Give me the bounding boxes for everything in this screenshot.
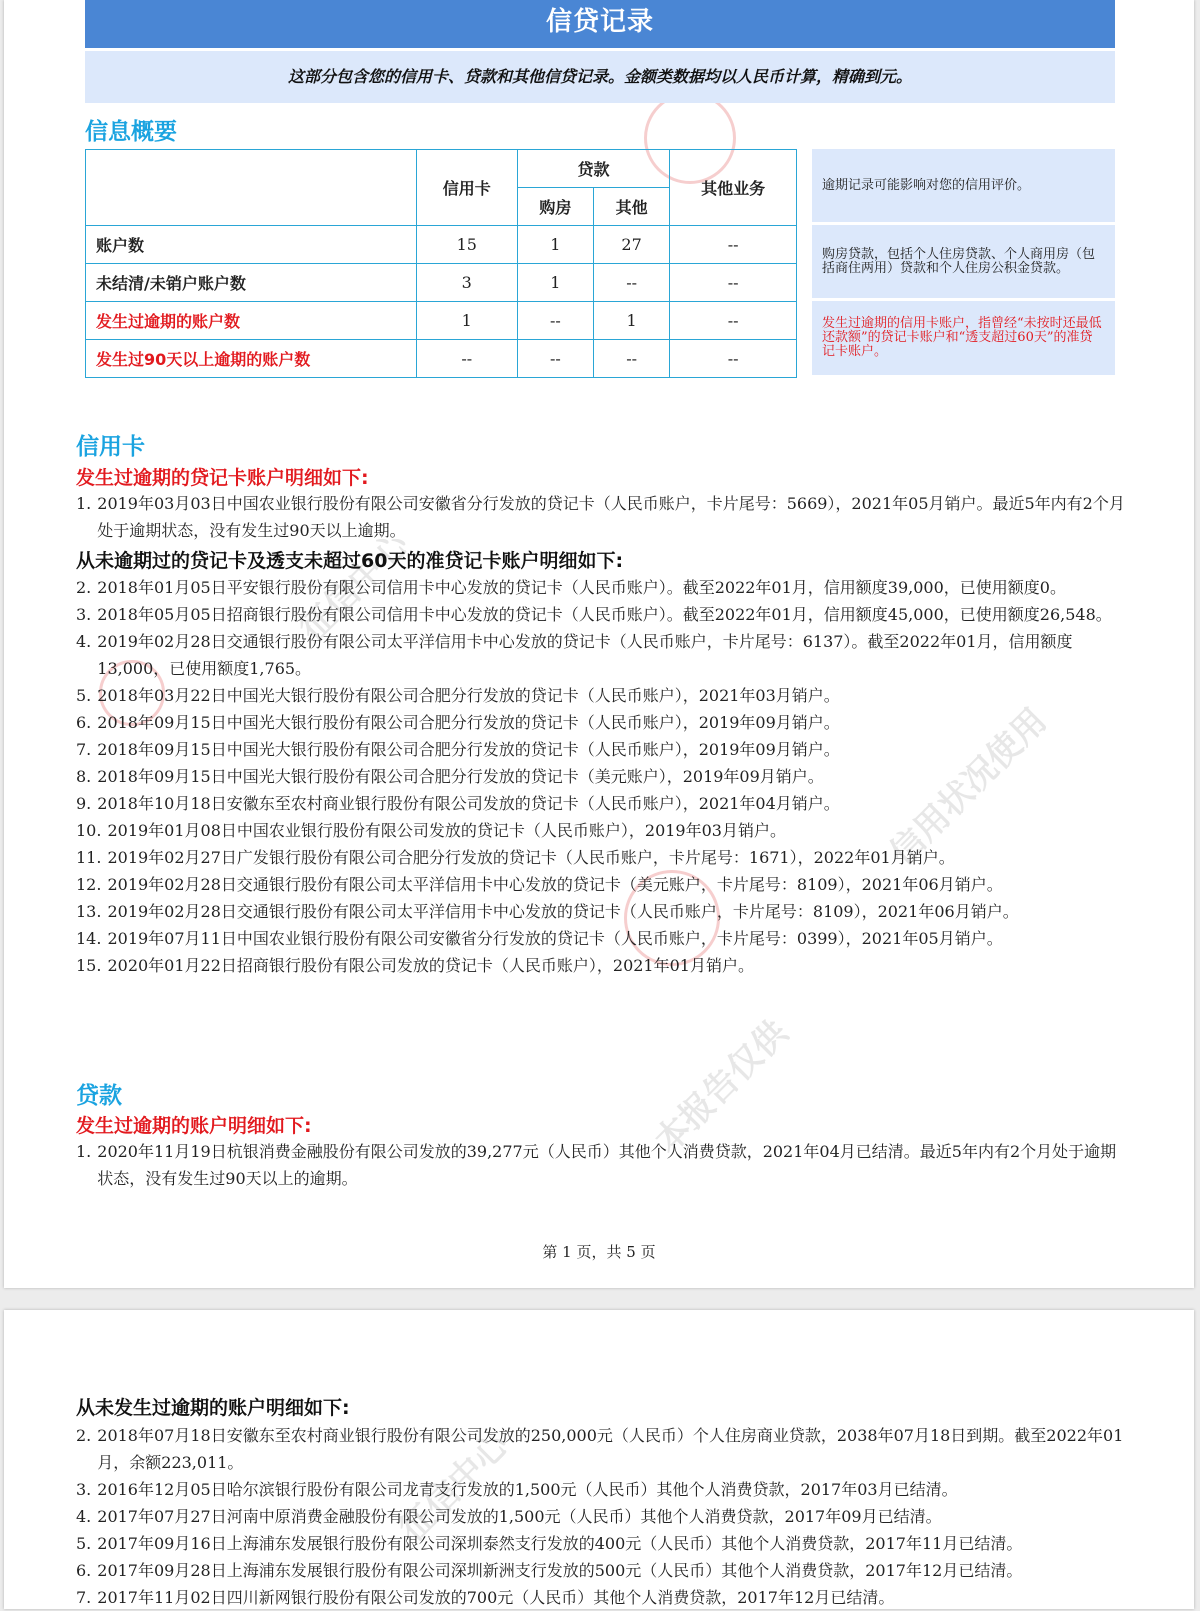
watermark: 信用状况使用 <box>882 700 1055 874</box>
col-header-house: 购房 <box>517 188 593 226</box>
note-overdue: 逾期记录可能影响对您的信用评价。 <box>812 149 1115 222</box>
summary-heading: 信息概要 <box>85 119 177 145</box>
list-item: 12. 2019年02月28日交通银行股份有限公司太平洋信用卡中心发放的贷记卡（美元账户，卡片尾号：8109），2021年06月销户。 <box>76 875 1003 894</box>
cc-overdue-list <box>76 490 1126 544</box>
table-row <box>86 302 797 340</box>
cell-value: -- <box>593 264 669 302</box>
summary-table <box>85 149 797 378</box>
section-banner: 信贷记录 <box>85 0 1115 48</box>
loans-heading: 贷款 <box>76 1083 122 1109</box>
table-row <box>86 264 797 302</box>
page-number: 第 1 页，共 5 页 <box>542 1243 656 1261</box>
list-item: 2. 2018年07月18日安徽东至农村商业银行股份有限公司发放的250,000元（人民币）个人住房商业贷款，2038年07月18日到期。截至2022年01月，余额223,011。 <box>76 1426 1124 1472</box>
report-page-2 <box>4 1310 1194 1609</box>
cc-normal-list <box>76 574 1126 979</box>
list-item: 5. 2018年03月22日中国光大银行股份有限公司合肥分行发放的贷记卡（人民币账户），2021年03月销户。 <box>76 686 840 705</box>
cell-value: -- <box>670 264 797 302</box>
col-header-other: 其他 <box>593 188 669 226</box>
cell-value: 1 <box>517 264 593 302</box>
cell-value: -- <box>670 340 797 378</box>
list-item: 2. 2018年01月05日平安银行股份有限公司信用卡中心发放的贷记卡（人民币账户）。截至2022年01月，信用额度39,000，已使用额度0。 <box>76 578 1066 597</box>
cc-overdue-heading: 发生过逾期的贷记卡账户明细如下: <box>76 467 369 489</box>
table-row <box>86 226 797 264</box>
cell-value: 1 <box>593 302 669 340</box>
list-item: 6. 2018年09月15日中国光大银行股份有限公司合肥分行发放的贷记卡（人民币账户），2019年09月销户。 <box>76 713 840 732</box>
cell-value: 3 <box>416 264 517 302</box>
cell-value: 15 <box>416 226 517 264</box>
watermark: 征信中心 <box>392 1424 517 1550</box>
col-header-loan: 贷款 <box>517 150 670 188</box>
row-label: 未结清/未销户账户数 <box>86 264 417 302</box>
row-label: 发生过逾期的账户数 <box>86 302 417 340</box>
list-item: 6. 2017年09月28日上海浦东发展银行股份有限公司深圳新洲支行发放的500元（人民币）其他个人消费贷款，2017年12月已结清。 <box>76 1561 1023 1580</box>
cell-value: 1 <box>517 226 593 264</box>
list-item: 3. 2016年12月05日哈尔滨银行股份有限公司龙青支行发放的1,500元（人民币）其他个人消费贷款，2017年03月已结清。 <box>76 1480 958 1499</box>
section-subtitle: 这部分包含您的信用卡、贷款和其他信贷记录。金额类数据均以人民币计算，精确到元。 <box>85 51 1115 103</box>
cell-value: -- <box>670 226 797 264</box>
list-item: 4. 2019年02月28日交通银行股份有限公司太平洋信用卡中心发放的贷记卡（人民币账户，卡片尾号：6137）。截至2022年01月，信用额度13,000，已使用额度1,765。 <box>76 632 1073 678</box>
row-label: 发生过90天以上逾期的账户数 <box>86 340 417 378</box>
report-page-1 <box>4 0 1194 1288</box>
list-item: 5. 2017年09月16日上海浦东发展银行股份有限公司深圳泰然支行发放的400元（人民币）其他个人消费贷款，2017年11月已结清。 <box>76 1534 1023 1553</box>
list-item: 15. 2020年01月22日招商银行股份有限公司发放的贷记卡（人民币账户），2021年01月销户。 <box>76 956 754 975</box>
cell-value: -- <box>517 340 593 378</box>
cell-value: -- <box>517 302 593 340</box>
list-item: 4. 2017年07月27日河南中原消费金融股份有限公司发放的1,500元（人民币）其他个人消费贷款，2017年09月已结清。 <box>76 1507 942 1526</box>
list-item: 3. 2018年05月05日招商银行股份有限公司信用卡中心发放的贷记卡（人民币账户）。截至2022年01月，信用额度45,000，已使用额度26,548。 <box>76 605 1112 624</box>
col-header-credit-card: 信用卡 <box>416 150 517 226</box>
loans-normal-list <box>76 1422 1126 1611</box>
list-item: 11. 2019年02月27日广发银行股份有限公司合肥分行发放的贷记卡（人民币账户，卡片尾号：1671），2022年01月销户。 <box>76 848 955 867</box>
list-item: 1. 2020年11月19日杭银消费金融股份有限公司发放的39,277元（人民币）其他个人消费贷款，2021年04月已结清。最近5年内有2个月处于逾期状态，没有发生过90天以上的逾期。 <box>76 1142 1117 1188</box>
credit-card-heading: 信用卡 <box>76 434 145 460</box>
loans-normal-heading: 从未发生过逾期的账户明细如下: <box>76 1397 350 1419</box>
loans-overdue-list <box>76 1138 1126 1192</box>
row-label: 账户数 <box>86 226 417 264</box>
summary-corner <box>86 150 417 226</box>
loans-overdue-heading: 发生过逾期的账户明细如下: <box>76 1115 312 1137</box>
cell-value: -- <box>593 340 669 378</box>
list-item: 13. 2019年02月28日交通银行股份有限公司太平洋信用卡中心发放的贷记卡（人民币账户，卡片尾号：8109），2021年06月销户。 <box>76 902 1019 921</box>
note-house-loan: 购房贷款，包括个人住房贷款、个人商用房（包括商住两用）贷款和个人住房公积金贷款。 <box>812 225 1115 298</box>
watermark: 征信中心 <box>292 524 417 650</box>
list-item: 9. 2018年10月18日安徽东至农村商业银行股份有限公司发放的贷记卡（人民币账户），2021年04月销户。 <box>76 794 840 813</box>
cell-value: -- <box>670 302 797 340</box>
note-overdue-cards: 发生过逾期的信用卡账户，指曾经“未按时还最低还款额”的贷记卡账户和“透支超过60天”的准贷记卡账户。 <box>812 301 1115 375</box>
col-header-other-business: 其他业务 <box>670 150 797 226</box>
watermark: 本报告仅供 <box>647 1012 796 1162</box>
cc-normal-heading: 从未逾期过的贷记卡及透支未超过60天的准贷记卡账户明细如下: <box>76 550 624 572</box>
list-item: 8. 2018年09月15日中国光大银行股份有限公司合肥分行发放的贷记卡（美元账户），2019年09月销户。 <box>76 767 824 786</box>
list-item: 10. 2019年01月08日中国农业银行股份有限公司发放的贷记卡（人民币账户），2019年03月销户。 <box>76 821 786 840</box>
list-item: 1. 2019年03月03日中国农业银行股份有限公司安徽省分行发放的贷记卡（人民币账户，卡片尾号：5669），2021年05月销户。最近5年内有2个月处于逾期状态，没有发生过90天以上逾期。 <box>76 494 1125 540</box>
cell-value: -- <box>416 340 517 378</box>
list-item: 14. 2019年07月11日中国农业银行股份有限公司安徽省分行发放的贷记卡（人民币账户，卡片尾号：0399），2021年05月销户。 <box>76 929 1003 948</box>
list-item: 7. 2017年11月02日四川新网银行股份有限公司发放的700元（人民币）其他个人消费贷款，2017年12月已结清。 <box>76 1588 895 1607</box>
list-item: 7. 2018年09月15日中国光大银行股份有限公司合肥分行发放的贷记卡（人民币账户），2019年09月销户。 <box>76 740 840 759</box>
cell-value: 1 <box>416 302 517 340</box>
cell-value: 27 <box>593 226 669 264</box>
table-row <box>86 340 797 378</box>
summary-notes <box>812 149 1115 378</box>
